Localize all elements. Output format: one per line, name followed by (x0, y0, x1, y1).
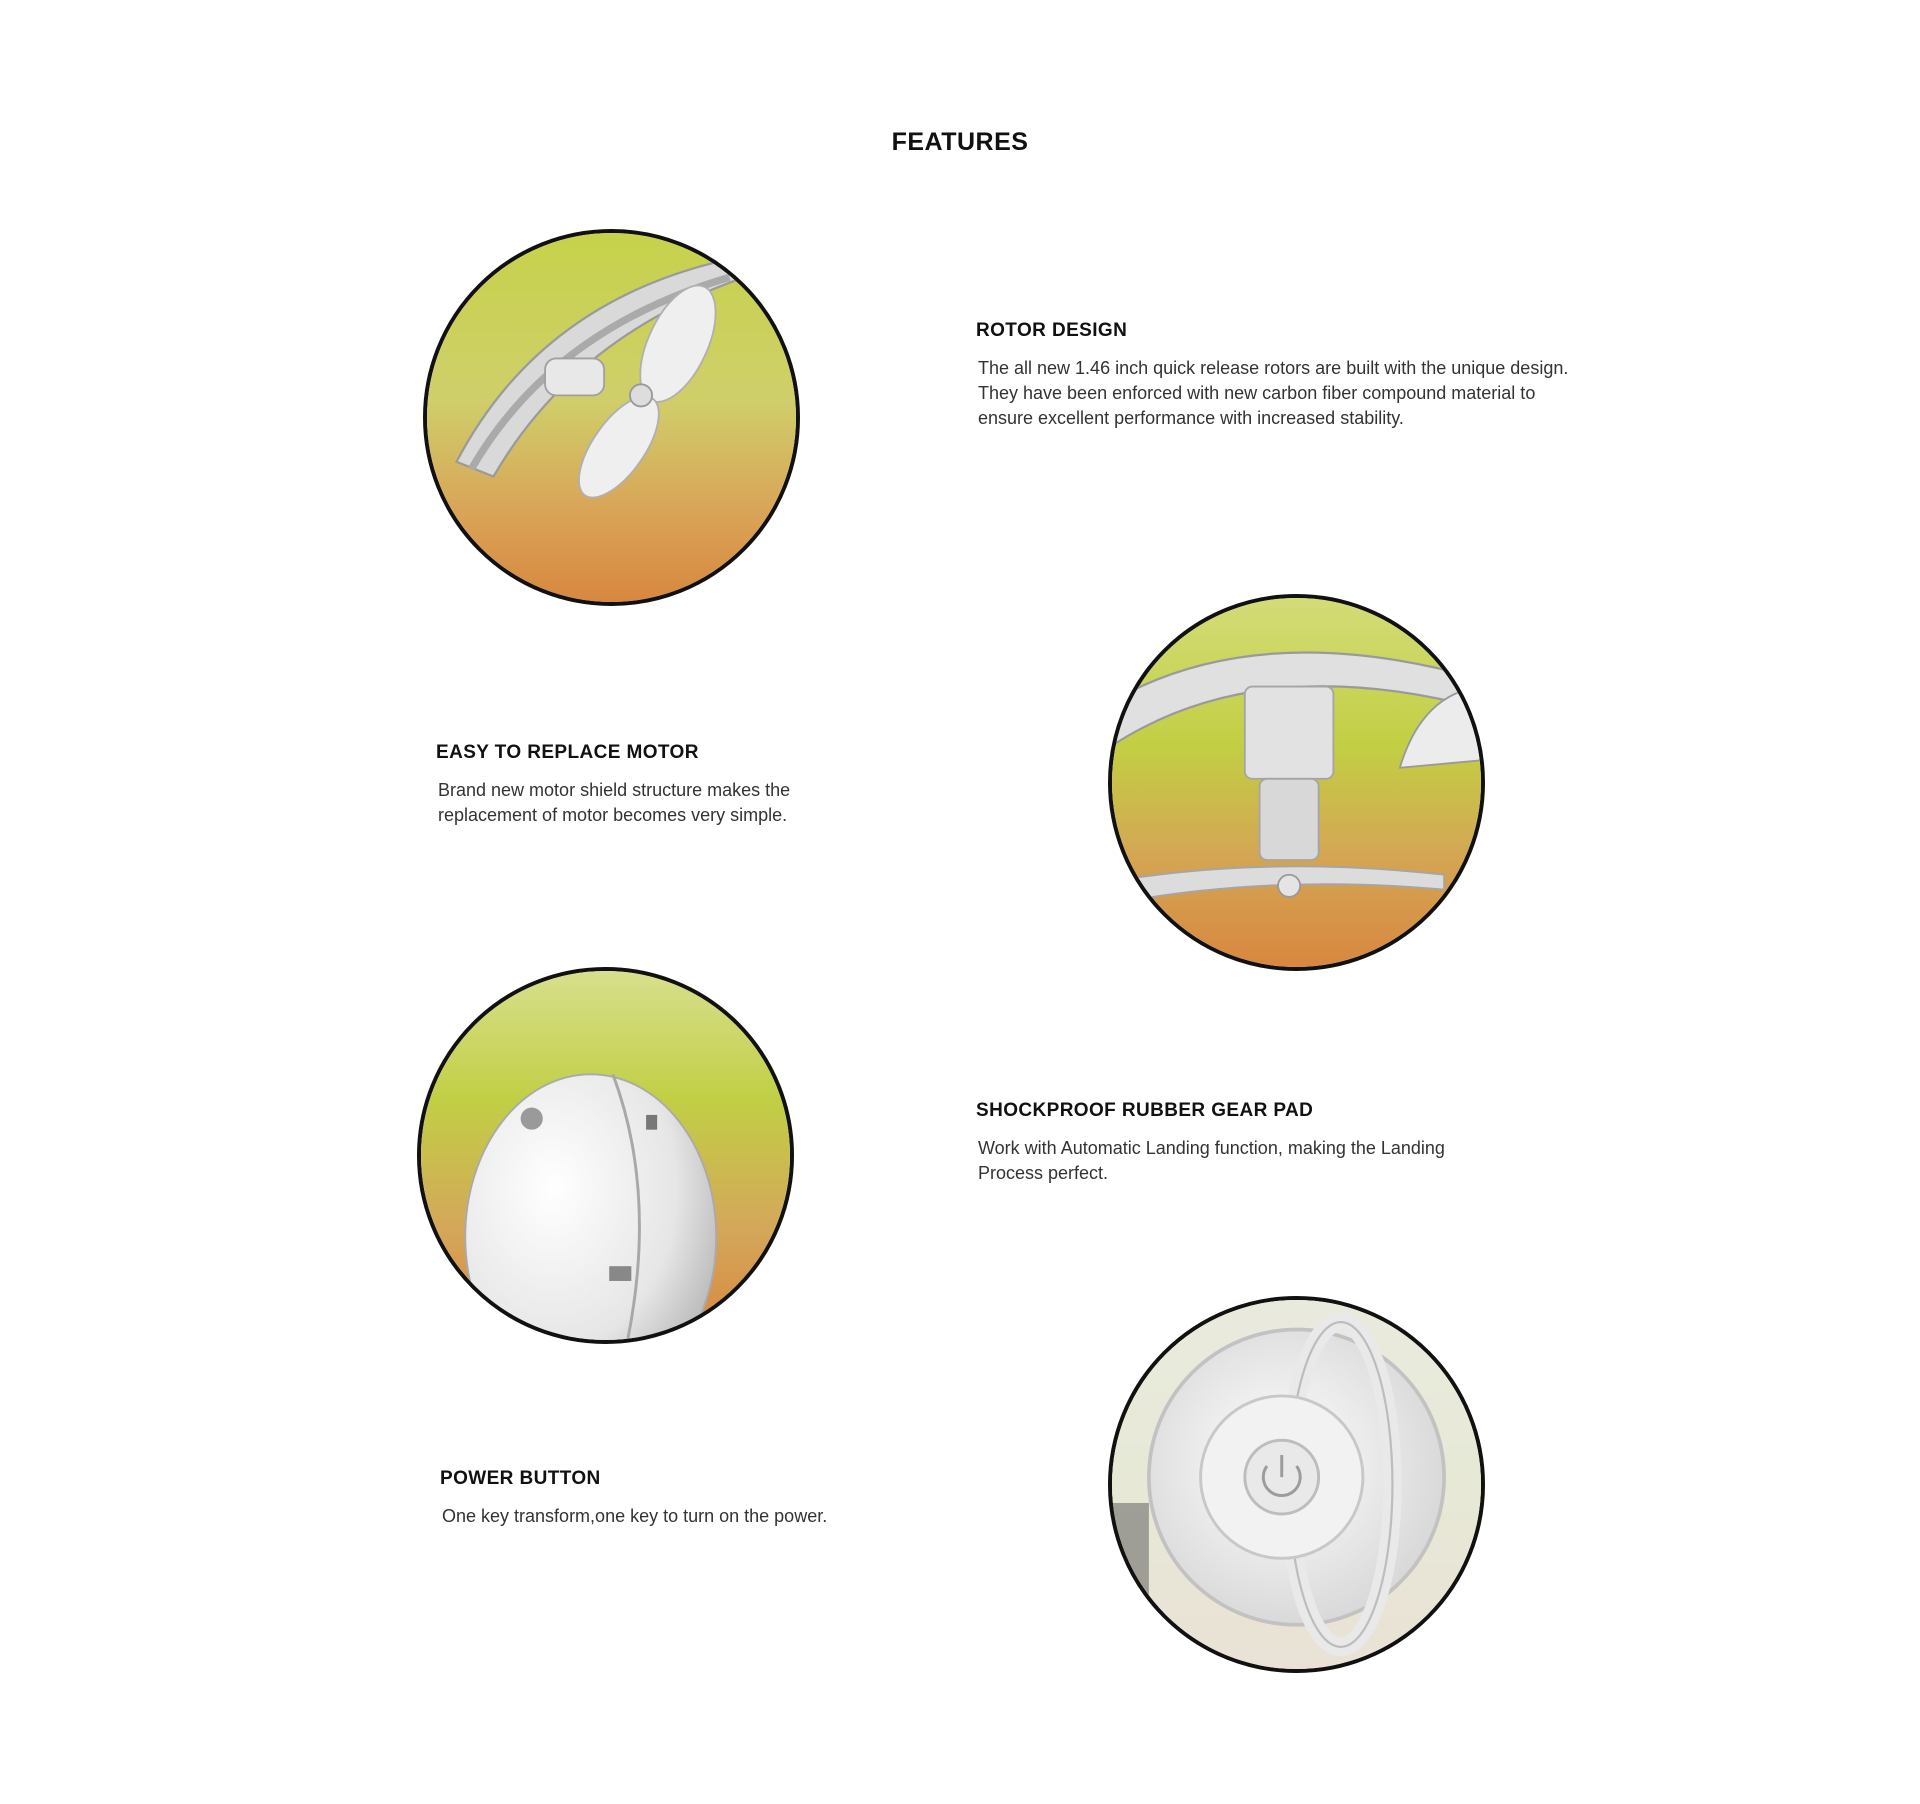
feature-heading: ROTOR DESIGN (976, 320, 1128, 341)
feature-easy-replace-motor (436, 742, 886, 828)
gear-pad-image (417, 967, 794, 1344)
feature-description: One key transform,one key to turn on the power. (442, 1506, 828, 1526)
feature-shockproof-gear-pad (976, 1100, 1496, 1186)
feature-description: Brand new motor shield structure makes the replacement of motor becomes very simple. (438, 780, 791, 825)
feature-description: Work with Automatic Landing function, making the Landing Process perfect. (978, 1138, 1445, 1183)
feature-power-button (440, 1468, 940, 1529)
feature-heading: POWER BUTTON (440, 1468, 601, 1489)
page-title: FEATURES (891, 128, 1029, 156)
feature-rotor-design (976, 320, 1576, 431)
rotor-image (423, 229, 800, 606)
feature-heading: EASY TO REPLACE MOTOR (436, 742, 699, 763)
motor-image (1108, 594, 1485, 971)
power-button-image (1108, 1296, 1485, 1673)
feature-heading: SHOCKPROOF RUBBER GEAR PAD (976, 1100, 1314, 1121)
feature-description: The all new 1.46 inch quick release rotors are built with the unique design. They have been enforced with new carbon fiber compound material to ensure excellent performance with increased stability. (978, 358, 1569, 428)
